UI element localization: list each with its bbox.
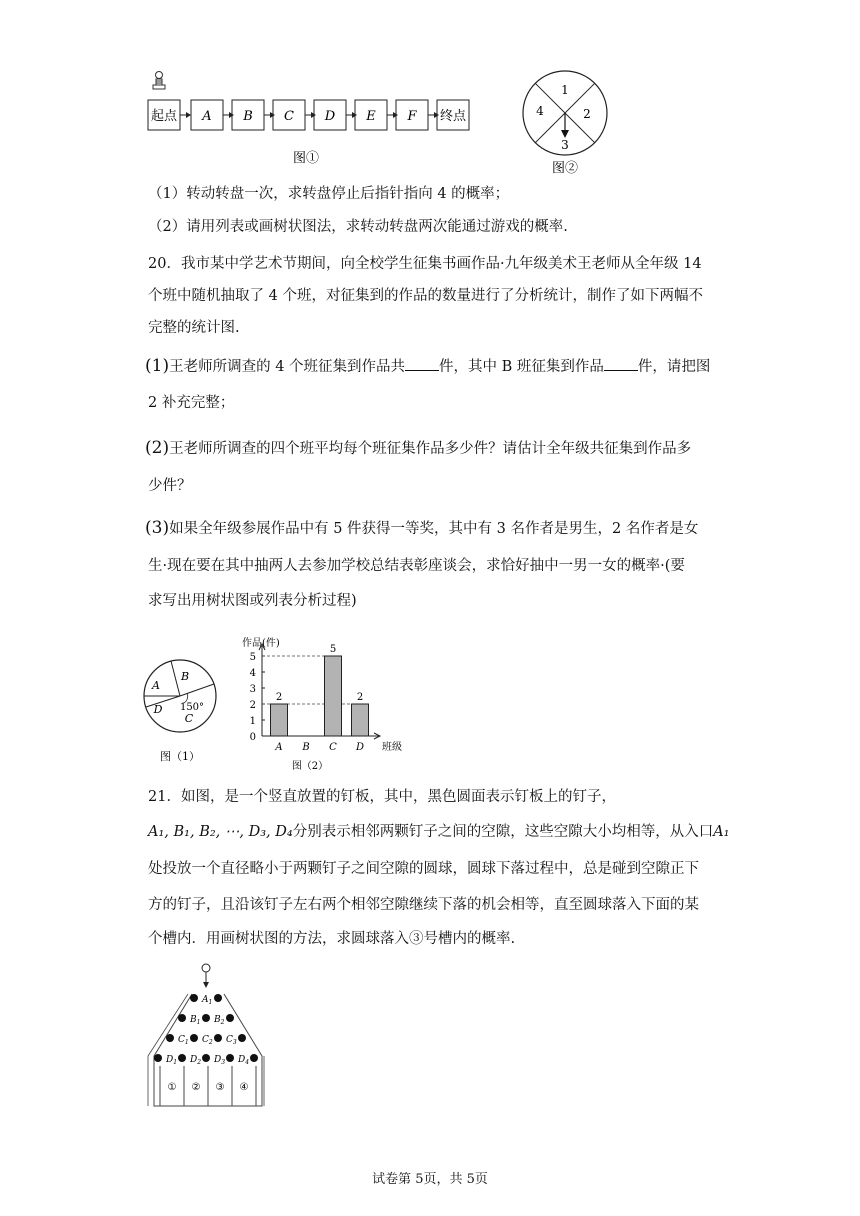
flow-step-box <box>314 100 346 130</box>
flow-step-label: F <box>407 109 417 124</box>
pie-angle-label: 150° <box>179 702 205 713</box>
gap-label: $A_1$ <box>202 995 213 1006</box>
part-number: (1) <box>145 356 170 376</box>
q21-line4: 方的钉子，且沿该钉子左右两个相邻空隙继续下落的机会相等，直至圆球落入下面的某 <box>148 897 699 913</box>
q20-part1 <box>145 356 710 377</box>
q20-p1-text-b: 件，其中 B 班征集到作品 <box>439 359 604 375</box>
q20-part2-line2: 少件？ <box>148 478 192 494</box>
flow-step-box <box>232 100 264 130</box>
x-tick-label: C <box>329 742 337 753</box>
pie-label: B <box>180 670 190 683</box>
entry-arrow-head <box>203 982 209 988</box>
flow-step-box <box>355 100 387 130</box>
pie-chart <box>140 652 230 772</box>
q19-part1: （1）转动转盘一次，求转盘停止后指针指向 4 的概率； <box>148 186 510 202</box>
q20-intro-line2: 个班中随机抽取了 4 个班，对征集到的作品的数量进行了分析统计，制作了如下两幅不 <box>148 288 703 304</box>
peg <box>190 994 198 1002</box>
slot-label: ③ <box>215 1082 225 1093</box>
page-footer: 试卷第 5页，共 5页 <box>372 1172 488 1187</box>
flow-step-label: 终点 <box>439 109 467 124</box>
peg <box>250 1054 258 1062</box>
peg <box>178 1054 186 1062</box>
flow-step-label: B <box>243 109 253 124</box>
bar-value-label: 2 <box>275 692 283 703</box>
y-tick-label: 2 <box>249 700 256 711</box>
q21-line1: 21．如图，是一个竖直放置的钉板，其中，黑色圆面表示钉板上的钉子， <box>148 789 616 805</box>
q19-part2: （2）请用列表或画树状图法，求转动转盘两次能通过游戏的概率. <box>148 219 568 235</box>
q21-gap-symbols: A₁, B₁, B₂, ⋯, D₃, D₄ <box>148 824 293 840</box>
figure-1-flowchart <box>140 68 500 178</box>
q20-intro-line1: 20．我市某中学艺术节期间，向全校学生征集书画作品·九年级美术王老师从全年级 14 <box>148 256 702 272</box>
sector-label: 4 <box>536 104 544 118</box>
pie-label: C <box>184 712 194 725</box>
q20-p1-text-a: 王老师所调查的 4 个班征集到作品共 <box>169 359 406 375</box>
flow-step-box <box>396 100 428 130</box>
x-tick-label: A <box>275 742 283 753</box>
entry-ring <box>202 964 210 972</box>
flow-arrow-head <box>186 112 191 118</box>
bar-value-label: 5 <box>329 644 337 655</box>
q20-part3-line3: 求写出用树状图或列表分析过程) <box>148 593 357 609</box>
x-tick-label: B <box>302 742 310 753</box>
flow-step-label: D <box>324 109 336 124</box>
gap-label: $B_1$ <box>190 1015 201 1026</box>
part-number: (3) <box>145 518 170 538</box>
pie-label: D <box>153 703 163 716</box>
figure-1-caption: 图① <box>292 151 320 166</box>
flow-step-box <box>437 100 469 130</box>
peg <box>226 1014 234 1022</box>
q20-part2 <box>145 438 691 459</box>
figure-2-caption: 图② <box>551 161 579 176</box>
peg-board-diagram <box>140 960 280 1110</box>
peg <box>154 1054 162 1062</box>
slot-label: ④ <box>239 1082 249 1093</box>
flow-step-label: E <box>366 109 376 124</box>
sector-label: 1 <box>561 83 569 97</box>
gap-label: $D_3$ <box>214 1055 226 1066</box>
q20-part3-line2: 生·现在要在其中抽两人去参加学校总结表彰座谈会，求恰好抽中一男一女的概率·(要 <box>148 558 685 574</box>
peg <box>202 1054 210 1062</box>
slot-label: ② <box>191 1082 201 1093</box>
x-axis-label: 班级 <box>382 742 402 753</box>
gap-label: $C_2$ <box>202 1035 213 1046</box>
bar <box>271 704 288 736</box>
flow-step-label: A <box>202 109 212 124</box>
peg <box>214 1034 222 1042</box>
sector-label: 3 <box>561 138 569 152</box>
q21-line2-text: 分别表示相邻两颗钉子之间的空隙，这些空隙大小均相等，从入口 <box>292 824 714 840</box>
q20-part1-line2: 2 补充完整； <box>148 395 235 411</box>
answer-blank[interactable] <box>604 356 638 371</box>
figure-2-spinner <box>515 68 615 180</box>
gap-label: $B_2$ <box>214 1015 225 1026</box>
flow-step-box <box>191 100 223 130</box>
q21-entry-symbol: A₁ <box>713 824 730 840</box>
peg <box>166 1034 174 1042</box>
peg <box>178 1014 186 1022</box>
x-tick-label: D <box>355 742 365 753</box>
flow-step-label: C <box>284 109 294 124</box>
sector-label: 2 <box>583 107 591 121</box>
bar <box>352 704 369 736</box>
q20-p1-text-c: 件，请把图 <box>637 359 711 375</box>
q20-p2-text: 王老师所调查的四个班平均每个班征集作品多少件？请估计全年级共征集到作品多 <box>169 441 692 457</box>
pie-caption: 图（1） <box>160 750 200 763</box>
gap-label: $D_1$ <box>166 1055 178 1066</box>
q21-line5: 个槽内．用画树状图的方法，求圆球落入③号槽内的概率. <box>148 931 516 947</box>
answer-blank[interactable] <box>405 356 439 371</box>
q21-line3: 处投放一个直径略小于两颗钉子之间空隙的圆球，圆球下落过程中，总是碰到空隙正下 <box>148 861 699 877</box>
flow-step-label: 起点 <box>150 109 178 124</box>
peg <box>190 1034 198 1042</box>
q20-p3-text: 如果全年级参展作品中有 5 件获得一等奖，其中有 3 名作者是男生，2 名作者是女 <box>169 521 699 537</box>
q20-part3 <box>145 518 698 539</box>
y-tick-label: 3 <box>249 684 256 695</box>
bar-value-label: 2 <box>356 692 364 703</box>
y-tick-label: 5 <box>249 652 256 663</box>
pie-label: A <box>152 679 160 692</box>
bar <box>325 656 342 736</box>
peg <box>214 994 222 1002</box>
y-tick-label: 1 <box>249 716 256 727</box>
peg <box>202 1014 210 1022</box>
part-number: (2) <box>145 438 170 458</box>
gap-label: $C_1$ <box>178 1035 189 1046</box>
gap-label: $C_3$ <box>226 1035 237 1046</box>
bar-chart-caption: 图（2） <box>291 761 329 772</box>
chess-pawn-icon <box>153 72 165 90</box>
peg <box>238 1034 246 1042</box>
y-axis-label: 作品(件) <box>242 638 280 649</box>
gap-label: $D_4$ <box>238 1055 250 1066</box>
peg <box>226 1054 234 1062</box>
q21-line2 <box>148 822 730 842</box>
gap-label: $D_2$ <box>190 1055 202 1066</box>
flow-step-box <box>273 100 305 130</box>
y-tick-label: 4 <box>249 668 256 679</box>
slot-label: ① <box>167 1082 177 1093</box>
q20-intro-line3: 完整的统计图. <box>148 320 240 336</box>
y-tick-label: 0 <box>249 732 256 743</box>
bar-chart <box>240 636 410 776</box>
flow-step-box <box>148 100 180 130</box>
